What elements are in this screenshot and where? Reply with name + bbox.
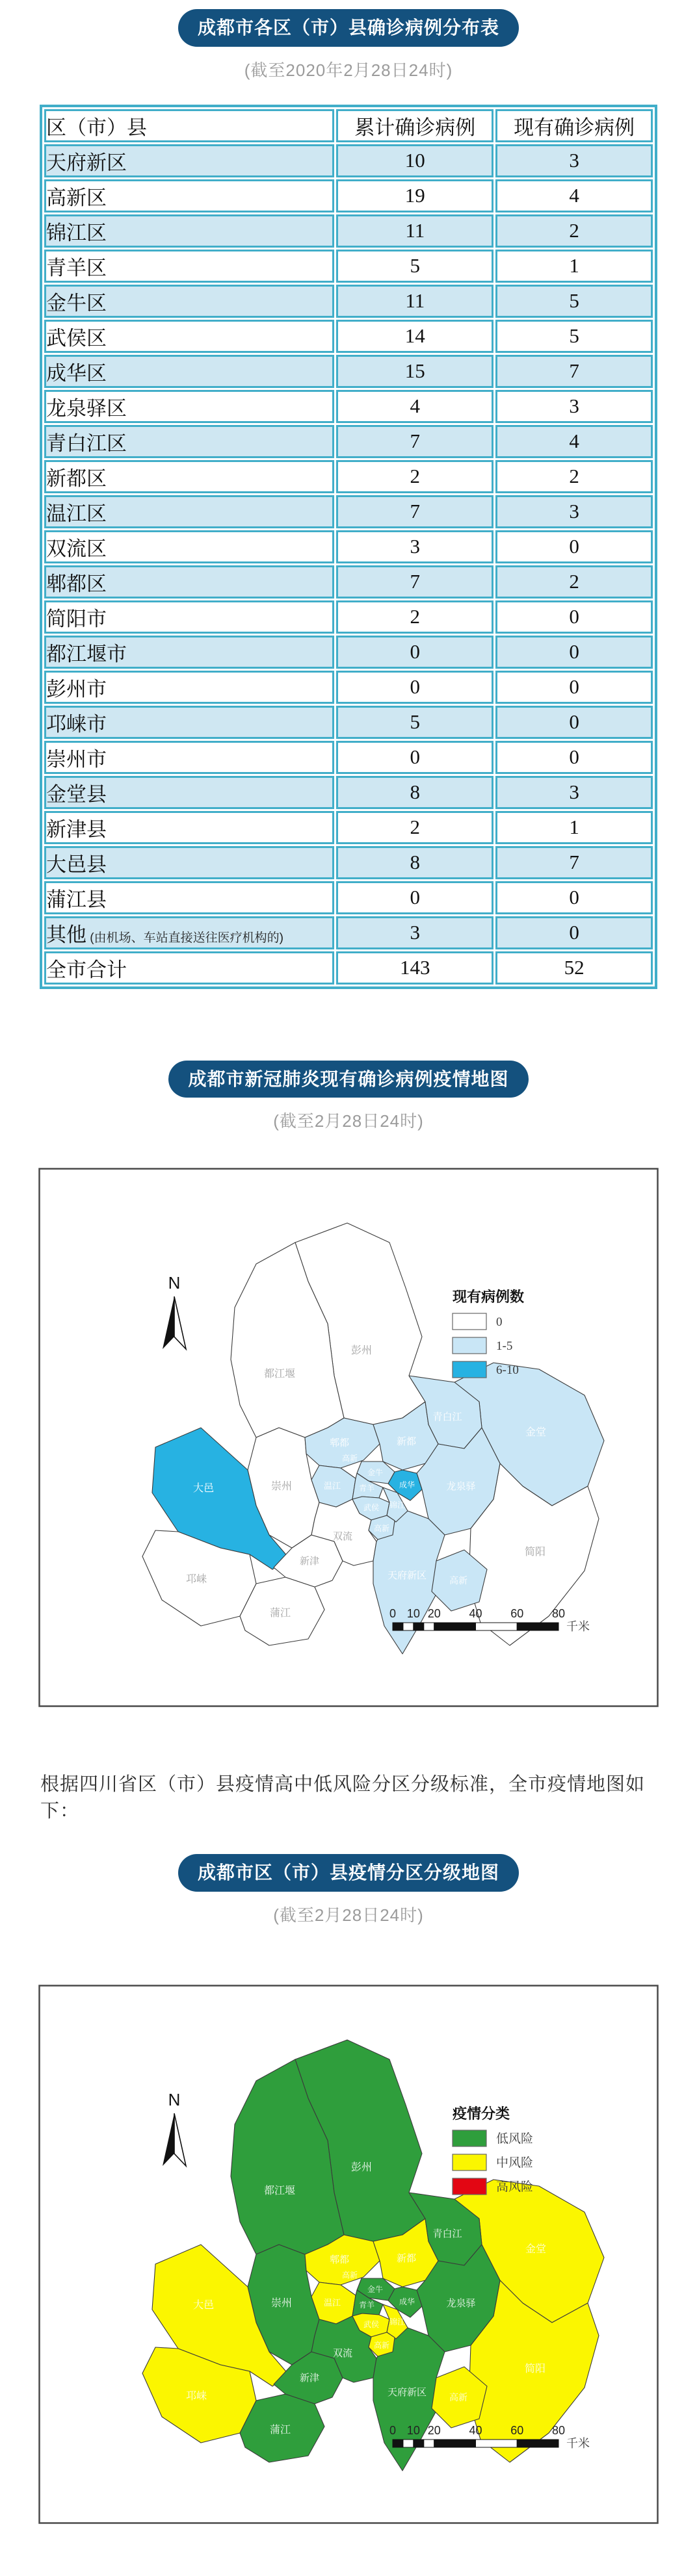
map-region-label: 温江 xyxy=(323,1481,341,1491)
current-cases-cell: 2 xyxy=(495,214,653,248)
map-region-label: 蒲江 xyxy=(269,2424,291,2436)
cumulative-cases-cell: 0 xyxy=(336,881,493,914)
map-region-label: 新都 xyxy=(396,1437,417,1448)
current-cases-cell: 0 xyxy=(495,741,653,774)
table-row xyxy=(44,320,653,353)
current-cases-cell: 3 xyxy=(495,495,653,528)
table-row xyxy=(44,671,653,704)
cumulative-cases-cell: 11 xyxy=(336,285,493,318)
table-row xyxy=(44,600,653,634)
scale-bar-segment xyxy=(476,2440,518,2447)
map2-badge: 成都市区（市）县疫情分区分级地图 xyxy=(178,1854,519,1892)
legend-swatch xyxy=(453,1361,486,1378)
scale-tick-label: 80 xyxy=(551,2423,566,2437)
current-cases-cell: 0 xyxy=(495,916,653,949)
map-region-label: 都江堰 xyxy=(263,2185,296,2196)
district-name-cell: 简阳市 xyxy=(44,600,334,634)
current-cases-cell: 7 xyxy=(495,846,653,879)
map-region-label: 高新 xyxy=(449,1577,467,1587)
map-region-label: 邛崃 xyxy=(185,2390,207,2402)
scale-bar-segment xyxy=(434,1623,476,1630)
cumulative-cases-cell: 143 xyxy=(336,951,493,985)
table-badge: 成都市各区（市）县确诊病例分布表 xyxy=(178,9,519,47)
map-region-label: 金堂 xyxy=(525,1427,547,1439)
current-cases-cell: 5 xyxy=(495,285,653,318)
risk-standard-text: 根据四川省区（市）县疫情高中低风险分区分级标准，全市疫情地图如下： xyxy=(40,1774,646,1822)
legend-label: 6-10 xyxy=(496,1363,519,1378)
legend-swatch xyxy=(453,2154,486,2170)
map-region-label: 双流 xyxy=(332,1532,353,1543)
district-name-cell: 天府新区 xyxy=(44,144,334,177)
table-row xyxy=(44,285,653,318)
map-region-label: 大邑 xyxy=(192,1483,215,1495)
legend-swatch xyxy=(453,2130,486,2146)
scale-bar-segment xyxy=(424,1623,434,1630)
current-cases-cell: 4 xyxy=(495,179,653,213)
cases-choropleth-map xyxy=(38,1168,659,1707)
column-header-district: 区（市）县 xyxy=(44,109,334,142)
table-row xyxy=(44,706,653,739)
map-region-label: 新津 xyxy=(299,1556,320,1567)
map-region-label: 双流 xyxy=(332,2348,353,2359)
current-cases-cell: 0 xyxy=(495,671,653,704)
table-row xyxy=(44,425,653,458)
scale-tick-label: 60 xyxy=(510,1607,524,1621)
map-region-label: 金牛 xyxy=(367,2284,384,2294)
district-name-cell: 邛崃市 xyxy=(44,706,334,739)
scale-bar-segment xyxy=(424,2440,434,2447)
map-region-label: 郫都 xyxy=(329,2254,350,2265)
current-cases-cell: 2 xyxy=(495,565,653,599)
cumulative-cases-cell: 2 xyxy=(336,600,493,634)
map-region-label: 成华 xyxy=(399,2297,415,2306)
scale-tick-label: 10 xyxy=(406,2423,420,2437)
scale-bar-segment xyxy=(393,2440,403,2447)
legend-label: 高风险 xyxy=(496,2180,534,2194)
scale-unit-label: 千米 xyxy=(566,2436,590,2450)
cumulative-cases-cell: 3 xyxy=(336,530,493,563)
district-name-cell: 锦江区 xyxy=(44,214,334,248)
map1-frame xyxy=(0,1168,697,1707)
map1-subtitle: (截至2月28日24时) xyxy=(273,1111,424,1131)
district-name-cell: 新都区 xyxy=(44,460,334,493)
scale-bar-segment xyxy=(414,1623,424,1630)
table-row xyxy=(44,460,653,493)
map-region-label: 高新 xyxy=(341,1454,358,1463)
current-cases-cell: 0 xyxy=(495,530,653,563)
map-region-label: 锦江 xyxy=(389,2317,406,2326)
map-region-label: 天府新区 xyxy=(387,2387,427,2398)
current-cases-cell: 5 xyxy=(495,320,653,353)
cumulative-cases-cell: 5 xyxy=(336,706,493,739)
table-row xyxy=(44,916,653,949)
scale-tick-label: 0 xyxy=(389,2423,397,2437)
scale-bar-segment xyxy=(403,1623,414,1630)
table-row xyxy=(44,214,653,248)
legend-label: 中风险 xyxy=(496,2156,534,2170)
district-name-cell: 青羊区 xyxy=(44,250,334,283)
table-row xyxy=(44,355,653,388)
district-name-cell: 大邑县 xyxy=(44,846,334,879)
map-region-label: 崇州 xyxy=(270,2297,293,2309)
map-region-label: 青羊 xyxy=(358,2300,375,2310)
district-name-cell: 崇州市 xyxy=(44,741,334,774)
table-row xyxy=(44,776,653,809)
district-name-cell: 全市合计 xyxy=(44,951,334,985)
scale-bar-segment xyxy=(517,2440,559,2447)
cumulative-cases-cell: 2 xyxy=(336,811,493,844)
district-name-cell: 郫都区 xyxy=(44,565,334,599)
table-row xyxy=(44,846,653,879)
current-cases-cell: 3 xyxy=(495,144,653,177)
district-name-cell: 都江堰市 xyxy=(44,636,334,669)
table-row xyxy=(44,741,653,774)
table-row xyxy=(44,951,653,985)
scale-bar-segment xyxy=(434,2440,476,2447)
district-name-cell: 双流区 xyxy=(44,530,334,563)
current-cases-cell: 1 xyxy=(495,250,653,283)
current-cases-cell: 2 xyxy=(495,460,653,493)
table-row xyxy=(44,530,653,563)
map1-section-header xyxy=(0,1061,697,1098)
current-cases-cell: 0 xyxy=(495,881,653,914)
district-name-cell: 金堂县 xyxy=(44,776,334,809)
map-region-label: 邛崃 xyxy=(185,1574,207,1586)
cumulative-cases-cell: 19 xyxy=(336,179,493,213)
map-region-label: 龙泉驿 xyxy=(446,2298,476,2309)
map-region-label: 彭州 xyxy=(350,1345,373,1357)
map-region-label: 大邑 xyxy=(192,2299,215,2311)
table-row xyxy=(44,565,653,599)
table-subtitle: (截至2020年2月28日24时) xyxy=(244,60,453,80)
current-cases-cell: 4 xyxy=(495,425,653,458)
table-row xyxy=(44,179,653,213)
cumulative-cases-cell: 10 xyxy=(336,144,493,177)
scale-tick-label: 60 xyxy=(510,2423,524,2437)
map-region-label: 彭州 xyxy=(350,2161,373,2173)
current-cases-cell: 3 xyxy=(495,776,653,809)
map2-frame xyxy=(0,1985,697,2524)
table-row xyxy=(44,495,653,528)
map2-section-header xyxy=(0,1854,697,1892)
map-region-label: 青白江 xyxy=(432,1412,462,1423)
district-name-cell: 其他 (由机场、车站直接送往医疗机构的) xyxy=(44,916,334,949)
map-region-label: 高新 xyxy=(449,2393,467,2403)
district-name-cell: 金牛区 xyxy=(44,285,334,318)
district-name-cell: 龙泉驿区 xyxy=(44,390,334,423)
map-region-label: 武侯 xyxy=(363,2319,380,2329)
current-cases-cell: 0 xyxy=(495,600,653,634)
cumulative-cases-cell: 3 xyxy=(336,916,493,949)
scale-tick-label: 80 xyxy=(551,1607,566,1621)
legend-swatch xyxy=(453,2178,486,2195)
map-region-label: 简阳 xyxy=(524,2363,546,2375)
district-name-cell: 温江区 xyxy=(44,495,334,528)
cumulative-cases-cell: 14 xyxy=(336,320,493,353)
district-name-cell: 蒲江县 xyxy=(44,881,334,914)
district-name-cell: 青白江区 xyxy=(44,425,334,458)
legend-swatch xyxy=(453,1313,486,1330)
map-region-label: 青羊 xyxy=(358,1484,375,1493)
table-row xyxy=(44,144,653,177)
current-cases-cell: 52 xyxy=(495,951,653,985)
district-note: (由机场、车站直接送往医疗机构的) xyxy=(86,931,283,945)
current-cases-cell: 7 xyxy=(495,355,653,388)
cumulative-cases-cell: 4 xyxy=(336,390,493,423)
case-distribution-table xyxy=(40,105,657,989)
legend-title: 现有病例数 xyxy=(453,1289,525,1306)
map-region-label: 锦江 xyxy=(389,1501,406,1510)
map-region-label: 高新 xyxy=(341,2270,358,2280)
table-row xyxy=(44,250,653,283)
scale-unit-label: 千米 xyxy=(566,1620,590,1634)
map-region-label: 新都 xyxy=(396,2253,417,2264)
risk-choropleth-map xyxy=(38,1985,659,2524)
legend-swatch xyxy=(453,1337,486,1354)
scale-tick-label: 40 xyxy=(469,2423,482,2437)
map-region-label: 青白江 xyxy=(432,2228,462,2239)
legend-label: 1-5 xyxy=(496,1339,513,1354)
district-name-cell: 新津县 xyxy=(44,811,334,844)
map-region-label: 天府新区 xyxy=(387,1571,427,1582)
scale-bar-segment xyxy=(393,1623,403,1630)
cumulative-cases-cell: 0 xyxy=(336,741,493,774)
map-region-label: 温江 xyxy=(323,2297,341,2308)
table-row xyxy=(44,811,653,844)
map-region-label: 高新 xyxy=(373,2340,390,2350)
cumulative-cases-cell: 0 xyxy=(336,636,493,669)
scale-tick-label: 20 xyxy=(427,2423,441,2437)
scale-bar-segment xyxy=(414,2440,424,2447)
cumulative-cases-cell: 8 xyxy=(336,776,493,809)
cumulative-cases-cell: 15 xyxy=(336,355,493,388)
district-name-cell: 高新区 xyxy=(44,179,334,213)
table-row xyxy=(44,881,653,914)
cumulative-cases-cell: 5 xyxy=(336,250,493,283)
cumulative-cases-cell: 0 xyxy=(336,671,493,704)
north-label: N xyxy=(168,1273,181,1293)
scale-tick-label: 0 xyxy=(389,1607,397,1621)
table-row xyxy=(44,636,653,669)
district-name-cell: 成华区 xyxy=(44,355,334,388)
cumulative-cases-cell: 8 xyxy=(336,846,493,879)
legend-title: 疫情分类 xyxy=(453,2105,510,2122)
map-region-label: 都江堰 xyxy=(263,1369,296,1380)
map-region-label: 武侯 xyxy=(363,1503,380,1513)
map-region-label: 高新 xyxy=(373,1524,390,1534)
cumulative-cases-cell: 7 xyxy=(336,565,493,599)
map-region-label: 郫都 xyxy=(329,1438,350,1449)
table-section-header xyxy=(0,0,697,47)
cumulative-cases-cell: 7 xyxy=(336,425,493,458)
scale-tick-label: 40 xyxy=(469,1607,482,1621)
map2-subtitle: (截至2月28日24时) xyxy=(273,1905,424,1925)
scale-tick-label: 20 xyxy=(427,1607,441,1621)
scale-bar-segment xyxy=(517,1623,559,1630)
current-cases-cell: 0 xyxy=(495,706,653,739)
table-row xyxy=(44,390,653,423)
cumulative-cases-cell: 7 xyxy=(336,495,493,528)
cumulative-cases-cell: 11 xyxy=(336,214,493,248)
map1-badge: 成都市新冠肺炎现有确诊病例疫情地图 xyxy=(168,1061,528,1098)
map-region-label: 简阳 xyxy=(524,1547,546,1558)
current-cases-cell: 0 xyxy=(495,636,653,669)
cumulative-cases-cell: 2 xyxy=(336,460,493,493)
column-header-current: 现有确诊病例 xyxy=(495,109,653,142)
scale-bar-segment xyxy=(476,1623,518,1630)
scale-tick-label: 10 xyxy=(406,1607,420,1621)
north-label: N xyxy=(168,2089,181,2109)
district-name-cell: 彭州市 xyxy=(44,671,334,704)
legend-label: 0 xyxy=(496,1315,503,1330)
map-region-label: 成华 xyxy=(399,1480,415,1490)
scale-bar-segment xyxy=(403,2440,414,2447)
map-region-label: 金堂 xyxy=(525,2243,547,2255)
current-cases-cell: 1 xyxy=(495,811,653,844)
map-region-label: 崇州 xyxy=(270,1481,293,1493)
map-region-label: 金牛 xyxy=(367,1468,384,1478)
table-header-row xyxy=(44,109,653,142)
column-header-cumulative: 累计确诊病例 xyxy=(336,109,493,142)
map-region-label: 龙泉驿 xyxy=(446,1482,476,1493)
district-name-cell: 武侯区 xyxy=(44,320,334,353)
map-region-label: 新津 xyxy=(299,2373,320,2384)
map-region-label: 蒲江 xyxy=(269,1608,291,1619)
legend-label: 低风险 xyxy=(496,2132,534,2146)
current-cases-cell: 3 xyxy=(495,390,653,423)
